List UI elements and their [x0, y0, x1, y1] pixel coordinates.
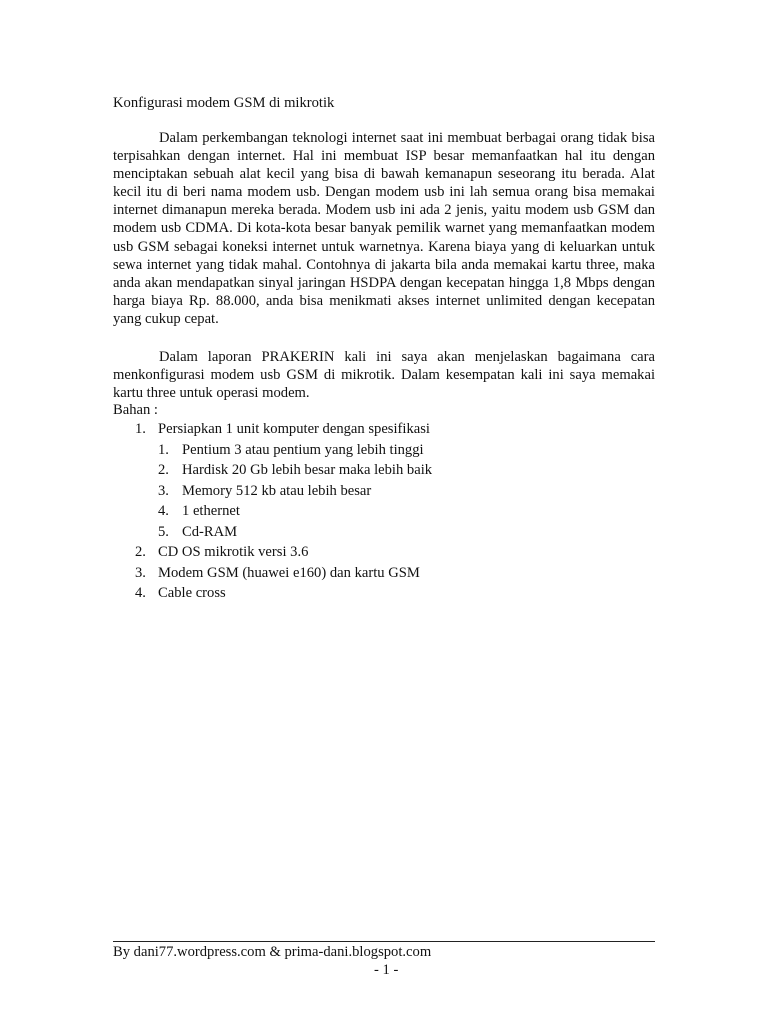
- list-item-number: 1.: [135, 421, 146, 438]
- paragraph-report: Dalam laporan PRAKERIN kali ini saya akan menjelaskan bagaimana cara menkonfigurasi modem usb GSM di mikrotik. Dalam kesempatan kali ini saya memakai kartu three untuk operasi modem.: [113, 349, 655, 402]
- computer-spec-list: [158, 440, 655, 543]
- sub-list-item: [158, 440, 655, 461]
- sub-list-item-text: Hardisk 20 Gb lebih besar maka lebih baik: [182, 462, 433, 479]
- document-title: Konfigurasi modem GSM di mikrotik: [113, 95, 335, 111]
- list-item: [113, 542, 655, 563]
- footer-divider: [113, 941, 655, 942]
- sub-list-item-number: 3.: [158, 482, 169, 499]
- sub-list-item-text: 1 ethernet: [182, 503, 240, 520]
- list-item: [113, 419, 655, 542]
- sub-list-item-text: Memory 512 kb atau lebih besar: [182, 482, 372, 499]
- list-item-number: 3.: [135, 564, 146, 581]
- list-item-text: Modem GSM (huawei e160) dan kartu GSM: [158, 564, 420, 581]
- sub-list-item-number: 5.: [158, 523, 169, 540]
- footer-credit: By dani77.wordpress.com & prima-dani.blogspot.com: [113, 944, 432, 960]
- page-number: - 1 -: [374, 962, 399, 978]
- sub-list-item-number: 1.: [158, 441, 169, 458]
- sub-list-item: [158, 501, 655, 522]
- list-item-text: CD OS mikrotik versi 3.6: [158, 544, 309, 561]
- sub-list-item-text: Cd-RAM: [182, 523, 238, 540]
- sub-list-item-number: 2.: [158, 462, 169, 479]
- list-item-number: 4.: [135, 585, 146, 602]
- sub-list-item-text: Pentium 3 atau pentium yang lebih tinggi: [182, 441, 424, 458]
- materials-label: Bahan :: [113, 402, 158, 419]
- sub-list-item-number: 4.: [158, 503, 169, 520]
- paragraph-intro: Dalam perkembangan teknologi internet saat ini membuat berbagai orang tidak bisa terpisahkan dengan internet. Hal ini membuat ISP besar memanfaatkan hal itu dengan menciptakan sebuah alat kecil yang bisa di bawah kemanapun seseorang itu berada. Alat kecil itu di beri nama modem usb. Dengan modem usb ini lah semua orang bisa memakai internet dimanapun mereka berada. Modem usb ini ada 2 jenis, yaitu modem usb GSM dan modem usb CDMA. Di kota-kota besar banyak pemilik warnet yang memanfaatkan modem usb GSM sebagai koneksi internet untuk warnetnya. Karena biaya yang di keluarkan untuk sewa internet yang tidak mahal. Contohnya di jakarta bila anda memakai kartu three, maka anda akan mendapatkan sinyal jaringan HSDPA dengan kecepatan hingga 1,8 Mbps dengan harga biaya Rp. 88.000, anda bisa menikmati akses internet unlimited dengan kecepatan yang cukup cepat.: [113, 130, 655, 327]
- list-item: [113, 583, 655, 604]
- sub-list-item: [158, 460, 655, 481]
- list-item-number: 2.: [135, 544, 146, 561]
- list-item: [113, 563, 655, 584]
- list-item-text: Cable cross: [158, 585, 226, 602]
- materials-list: [113, 419, 655, 604]
- sub-list-item: [158, 481, 655, 502]
- list-item-text: Persiapkan 1 unit komputer dengan spesifikasi: [158, 421, 430, 438]
- page-content: [113, 94, 655, 604]
- sub-list-item: [158, 522, 655, 543]
